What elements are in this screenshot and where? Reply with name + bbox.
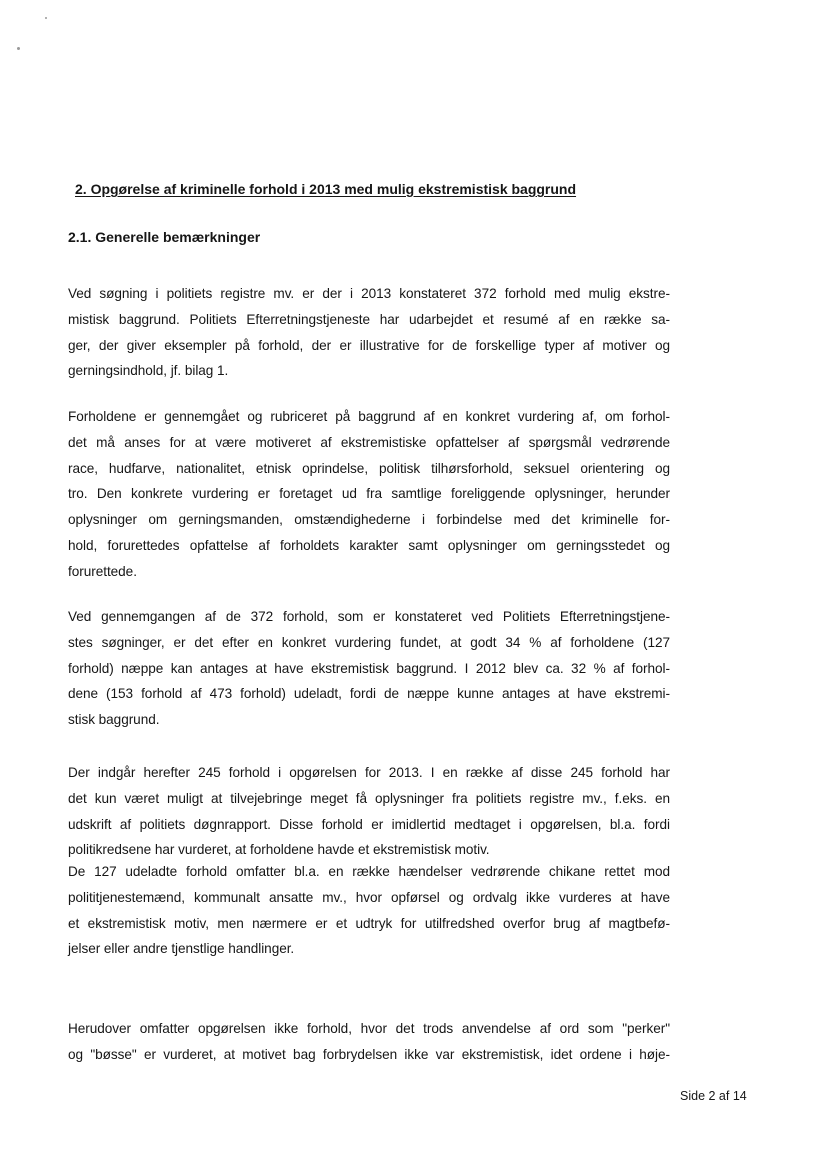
text-line: De 127 udeladte forhold omfatter bl.a. en række hændelser vedrørende chikane rettet mod: [68, 864, 670, 879]
text-line: stisk baggrund.: [68, 712, 160, 728]
text-line: Der indgår herefter 245 forhold i opgørelsen for 2013. I en række af disse 245 forhold har: [68, 765, 670, 780]
sub-heading: 2.1. Generelle bemærkninger: [68, 229, 261, 245]
text-line: Ved gennemgangen af de 372 forhold, som er konstateret ved Politiets Efterretningstjene-: [68, 609, 670, 624]
text-line: forhold) næppe kan antages at have ekstremistisk baggrund. I 2012 blev ca. 32 % af forhol-: [68, 660, 670, 676]
text-line: dene (153 forhold af 473 forhold) udeladt, fordi de næppe kunne antages at have ekstremi-: [68, 686, 670, 702]
section-heading: 2. Opgørelse af kriminelle forhold i 2013 med mulig ekstremistisk baggrund: [75, 181, 577, 197]
text-line: oplysninger om gerningsmanden, omstændighederne i forbindelse med det kriminelle for-: [68, 512, 670, 528]
paragraph-1: [68, 281, 670, 384]
text-line: det kun været muligt at tilvejebringe meget få oplysninger fra politiets registre mv., f.eks. en: [68, 790, 670, 806]
text-line: gerningsindhold, jf. bilag 1.: [68, 363, 229, 379]
paragraph-3: [68, 604, 670, 733]
text-line: politikredsene har vurderet, at forholdene havde et ekstremistisk motiv.: [68, 842, 490, 858]
text-line: Ved søgning i politiets registre mv. er der i 2013 konstateret 372 forhold med mulig ekstre-: [68, 286, 670, 301]
paragraph-5: [68, 859, 670, 962]
text-line: Forholdene er gennemgået og rubriceret på baggrund af en konkret vurdering af, om forhol-: [68, 409, 670, 424]
text-line: et ekstremistisk motiv, men nærmere er et udtryk for utilfredshed overfor brug af magtbefø-: [68, 915, 670, 931]
text-line: jelser eller andre tjenstlige handlinger.: [68, 941, 295, 957]
text-line: ger, der giver eksempler på forhold, der er illustrative for de forskellige typer af motiver og: [68, 337, 670, 353]
text-line: og "bøsse" er vurderet, at motivet bag forbrydelsen ikke var ekstremistisk, idet ordene i høje-: [68, 1046, 670, 1062]
text-line: mistisk baggrund. Politiets Efterretningstjeneste har udarbejdet et resumé af en række sa-: [68, 311, 670, 327]
text-line: udskrift af politiets døgnrapport. Disse forhold er imidlertid medtaget i opgørelsen, bl.a. fordi: [68, 816, 670, 832]
scan-speck: [17, 47, 20, 50]
text-line: stes søgninger, er det efter en konkret vurdering fundet, at godt 34 % af forholdene (127: [68, 634, 670, 650]
paragraph-4: [68, 760, 670, 863]
scan-speck: [45, 17, 47, 19]
text-line: tro. Den konkrete vurdering er foretaget ud fra samtlige foreliggende oplysninger, herunder: [68, 486, 670, 502]
page-number: Side 2 af 14: [680, 1089, 747, 1103]
text-line: det må anses for at være motiveret af ekstremistiske opfattelser af spørgsmål vedrørende: [68, 434, 670, 450]
text-line: race, hudfarve, nationalitet, etnisk oprindelse, politisk tilhørsforhold, seksuel orientering og: [68, 460, 670, 476]
text-line: polititjenestemænd, kommunalt ansatte mv., hvor opførsel og ordvalg ikke vurderes at have: [68, 889, 670, 905]
text-line: Herudover omfatter opgørelsen ikke forhold, hvor det trods anvendelse af ord som "perker": [68, 1021, 670, 1036]
paragraph-6: [68, 1016, 670, 1068]
text-line: hold, forurettedes opfattelse af forholdets karakter samt oplysninger om gerningsstedet og: [68, 537, 670, 553]
paragraph-2: [68, 404, 670, 585]
text-line: forurettede.: [68, 563, 137, 579]
